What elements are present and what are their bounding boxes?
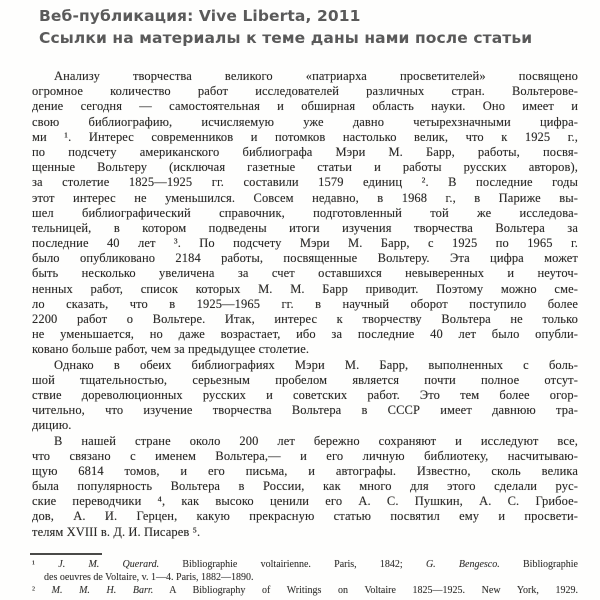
text-line: 2200 работ о Вольтере. Итак, интерес к творчеству Вольтера не только [32,312,578,326]
text-line: В нашей стране около 200 лет бережно сохраняют и исследуют все, [54,433,578,448]
text-line: шой тщательностью, серьезным пробелом является почти полное отсут- [32,372,578,387]
text-line: дов, А. И. Герцен, какую прекрасную статью посвятил ему и просвети- [32,509,578,524]
footnote-text: Bibliographie [499,559,578,570]
text-line: Анализу творчества великого «патриарха просветителей» посвящено [54,69,578,83]
footnote-line [32,584,578,597]
text-line: ло сказать, что в 1925—1965 гг. в научный оборот поступило более [32,296,578,311]
text-line: была популярность Вольтера в России, как много для этого сделали рус- [32,479,578,494]
text-line: огромное количество работ исследователей различных стран. Вольтерове- [32,84,578,99]
text-line: ми ¹. Интерес современников и потомков настолько велик, что к 1925 г., [32,129,578,144]
footnote-text: ² [32,585,52,596]
text-line: быть несколько увеличена за счет оставшихся невыверенных и неуточ- [32,266,578,281]
footnote-line [32,558,578,571]
text-line: шел библиографический справочник, подготовленный той же исследова- [32,205,578,220]
text-line: ненных работ, список которых М. М. Барр приводит. Поэтому можно сме- [32,281,578,296]
text-line: щенные Вольтеру (исключая газетные статьи и работы русских авторов), [32,160,578,175]
text-line: дение сегодня — самостоятельная и обширная область науки. Оно имеет и [32,99,578,114]
footnote-text: ¹ [32,559,59,570]
text-line: по подсчету американского библиографа Мэри М. Барр, работы, посвя- [32,144,578,159]
article-body [32,69,578,540]
publication-title: Веб-публикация: Vive Liberta, 2011 [39,7,361,25]
footnotes [32,558,578,597]
footnote-author: J. M. Querard. [58,559,160,570]
footnote-text: A Bibliography of Writings on Voltaire 1825—1925. New York, 1929. [153,585,578,596]
text-line: дицию. [32,418,72,433]
footnote-text: des oeuvres de Voltaire, v. 1—4. Paris, 1882—1890. [44,572,254,583]
text-line: за столетие 1825—1925 гг. составили 1579 единиц ². В последние годы [32,175,578,190]
text-line: щую 6814 томов, и его письма, и автографы. Известно, сколь велика [32,463,578,478]
footnote-text: Bibliographie voltairienne. Paris, 1842; [159,559,426,570]
text-line: этот интерес не уменьшился. Совсем недавно, в 1968 г., в Париже вы- [32,190,578,205]
publication-note: Ссылки на материалы к теме даны нами после статьи [39,29,533,47]
footnote-author: M. M. H. Barr. [51,585,154,596]
text-line: ствие дореволюционных русских и советских работ. Это тем более огор- [32,387,578,402]
text-line: ские переводчики ⁴, как высоко ценили его А. С. Пушкин, А. С. Грибое- [32,494,578,509]
footnote-separator [30,553,102,555]
text-line: чительно, что изучение творчества Вольтера в СССР имеет давнюю тра- [32,403,578,418]
text-line: не уменьшается, но даже возрастает, ибо за последние 40 лет было опубли- [32,327,578,342]
text-line: тельницей, в котором подведены итоги изучения творчества Вольтера за [32,220,578,235]
text-line: было опубликовано 2184 работы, посвященные Вольтеру. Эта цифра может [32,251,578,266]
text-line: последние 40 лет ³. По подсчету Мэри М. Барр, с 1925 по 1965 г. [32,236,578,251]
text-line: Однако в обеих библиографиях Мэри М. Барр, выполненных с боль- [54,357,578,372]
web-publication-header [39,5,579,49]
footnote-line [32,571,578,584]
footnote-author: G. Bengesco. [425,559,500,570]
text-line: ковано больше работ, чем за предыдущее столетие. [32,342,310,357]
text-line: телям XVIII в. Д. И. Писарев ⁵. [32,524,201,539]
text-line: свою библиографию, исчисляемую уже давно четырехзначными цифра- [32,114,578,129]
text-line: что связано с именем Вольтера,— и его личную библиотеку, насчитываю- [32,448,578,463]
